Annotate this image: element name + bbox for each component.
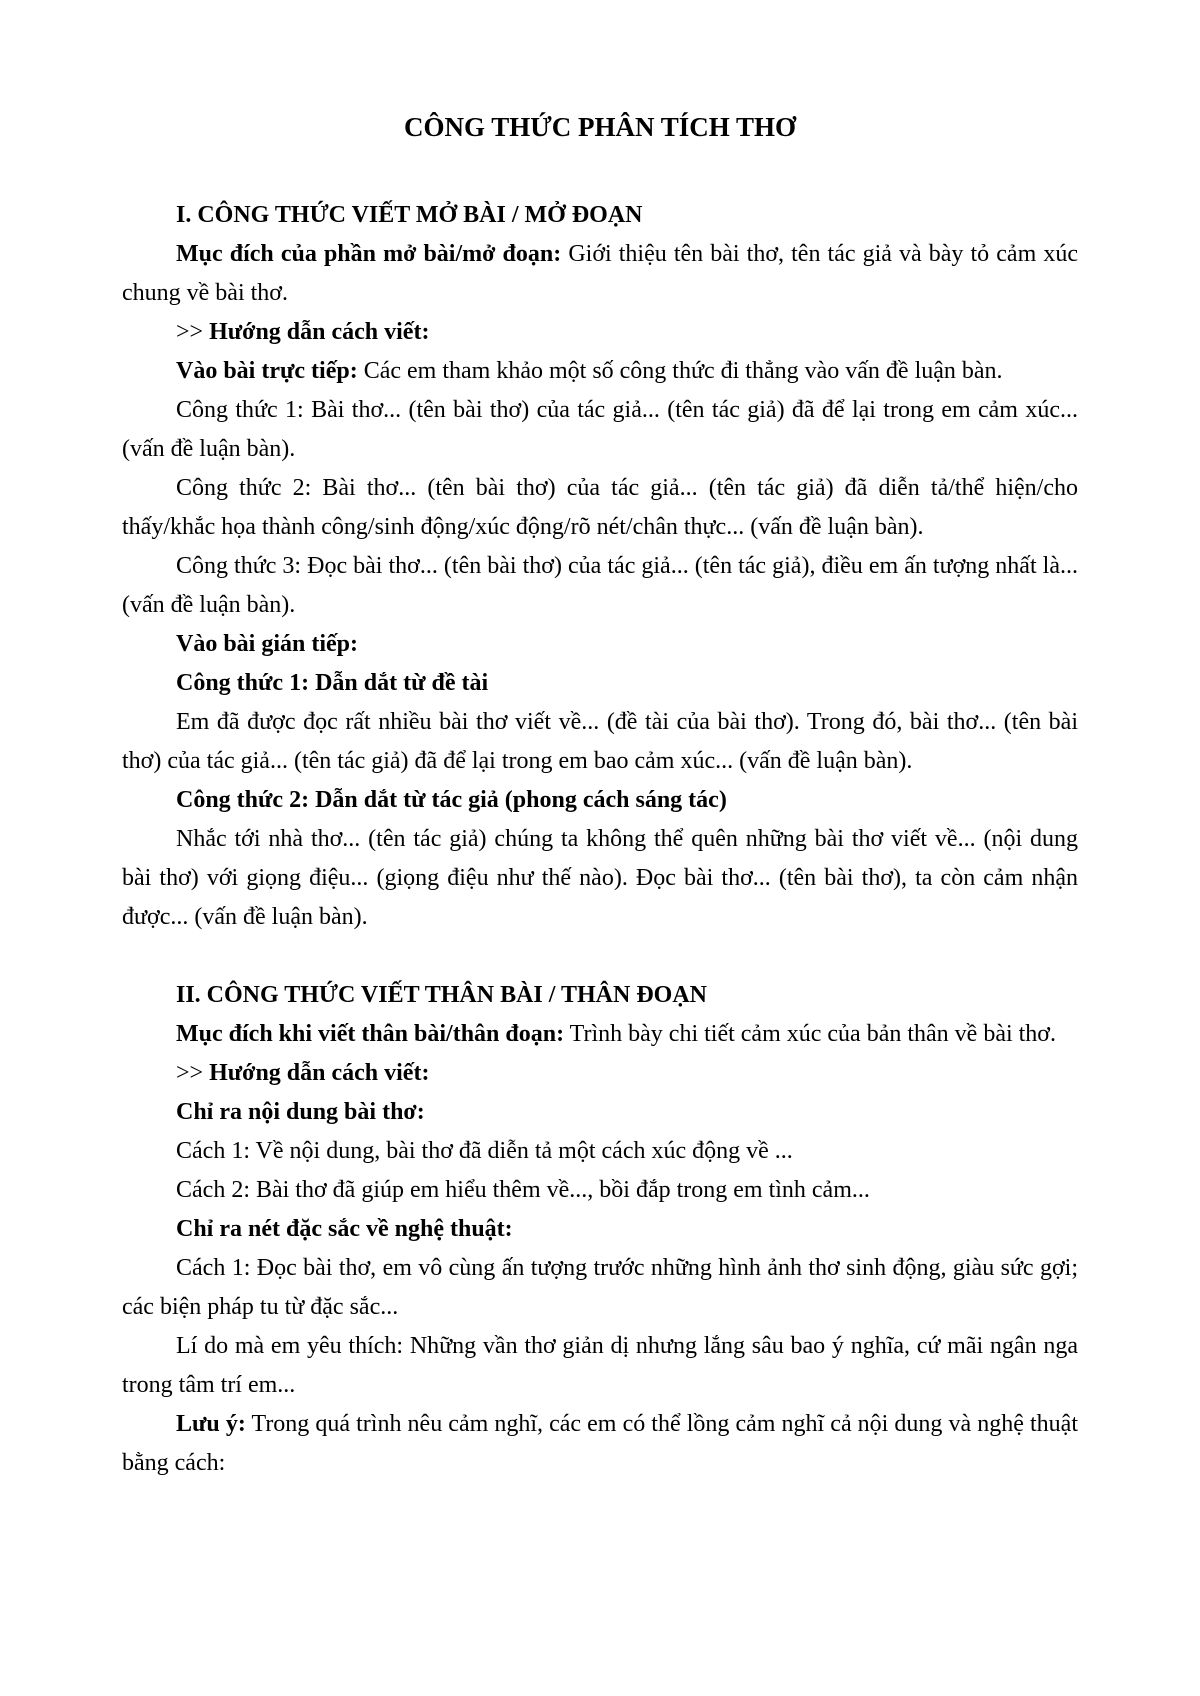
indirect-formula-2-label: Công thức 2: Dẫn dắt từ tác giả (phong cách sáng tác): [176, 787, 727, 813]
indirect-intro-label: Vào bài gián tiếp:: [176, 631, 359, 657]
section2-guide-prefix: >>: [176, 1060, 210, 1086]
formula-2: Công thức 2: Bài thơ... (tên bài thơ) của tác giả... (tên tác giả) đã diễn tả/thể hiện/cho thấy/khắc họa thành công/sinh động/xúc động/rõ nét/chân thực... (vấn đề luận bàn).: [122, 475, 1078, 540]
section1-guide: [122, 313, 1078, 352]
direct-intro: [122, 352, 1078, 391]
section1-purpose-label: Mục đích của phần mở bài/mở đoạn:: [176, 241, 562, 267]
direct-intro-label: Vào bài trực tiếp:: [176, 358, 358, 384]
content-label: Chỉ ra nội dung bài thơ:: [176, 1099, 425, 1125]
section1-heading: I. CÔNG THỨC VIẾT MỞ BÀI / MỞ ĐOẠN: [176, 202, 643, 228]
content-way-2: Cách 2: Bài thơ đã giúp em hiểu thêm về..., bồi đắp trong em tình cảm...: [176, 1177, 870, 1203]
section2-purpose: [122, 1015, 1078, 1054]
note: [122, 1405, 1078, 1483]
section2-purpose-text: Trình bày chi tiết cảm xúc của bản thân về bài thơ.: [564, 1021, 1056, 1047]
section2-heading: II. CÔNG THỨC VIẾT THÂN BÀI / THÂN ĐOẠN: [176, 982, 707, 1008]
section1-purpose-text: Giới thiệu tên bài thơ, tên tác giả và bày tỏ cảm xúc chung về bài thơ.: [122, 241, 1078, 306]
section2-purpose-label: Mục đích khi viết thân bài/thân đoạn:: [176, 1021, 565, 1047]
document-body: [122, 196, 1078, 1483]
content-way-1: Cách 1: Về nội dung, bài thơ đã diễn tả một cách xúc động về ...: [176, 1138, 793, 1164]
note-text: Trong quá trình nêu cảm nghĩ, các em có thể lồng cảm nghĩ cả nội dung và nghệ thuật bằng cách:: [122, 1411, 1078, 1476]
art-way-1: Cách 1: Đọc bài thơ, em vô cùng ấn tượng trước những hình ảnh thơ sinh động, giàu sức gợi; các biện pháp tu từ đặc sắc...: [122, 1255, 1078, 1320]
section1-guide-prefix: >>: [176, 319, 210, 345]
section1-purpose: [122, 235, 1078, 313]
section2-guide-label: Hướng dẫn cách viết:: [209, 1060, 430, 1086]
direct-intro-text: Các em tham khảo một số công thức đi thẳng vào vấn đề luận bàn.: [357, 358, 1003, 384]
art-label: Chỉ ra nét đặc sắc về nghệ thuật:: [176, 1216, 513, 1242]
indirect-formula-1-label: Công thức 1: Dẫn dắt từ đề tài: [176, 670, 489, 696]
formula-1: Công thức 1: Bài thơ... (tên bài thơ) của tác giả... (tên tác giả) đã để lại trong em cảm xúc... (vấn đề luận bàn).: [122, 397, 1078, 462]
note-label: Lưu ý:: [176, 1411, 246, 1437]
formula-3: Công thức 3: Đọc bài thơ... (tên bài thơ) của tác giả... (tên tác giả), điều em ấn tượng nhất là... (vấn đề luận bàn).: [122, 553, 1078, 618]
section1-guide-label: Hướng dẫn cách viết:: [209, 319, 430, 345]
section2-guide: [122, 1054, 1078, 1093]
reason: Lí do mà em yêu thích: Những vần thơ giản dị nhưng lắng sâu bao ý nghĩa, cứ mãi ngân nga trong tâm trí em...: [122, 1333, 1078, 1398]
indirect-formula-1-text: Em đã được đọc rất nhiều bài thơ viết về... (đề tài của bài thơ). Trong đó, bài thơ... (tên bài thơ) của tác giả... (tên tác giả) đã để lại trong em bao cảm xúc... (vấn đề luận bàn).: [122, 709, 1078, 774]
document-title: CÔNG THỨC PHÂN TÍCH THƠ: [403, 112, 797, 142]
indirect-formula-2-text: Nhắc tới nhà thơ... (tên tác giả) chúng ta không thể quên những bài thơ viết về... (nội dung bài thơ) với giọng điệu... (giọng điệu như thế nào). Đọc bài thơ... (tên bài thơ), ta còn cảm nhận được... (vấn đề luận bàn).: [122, 826, 1078, 930]
